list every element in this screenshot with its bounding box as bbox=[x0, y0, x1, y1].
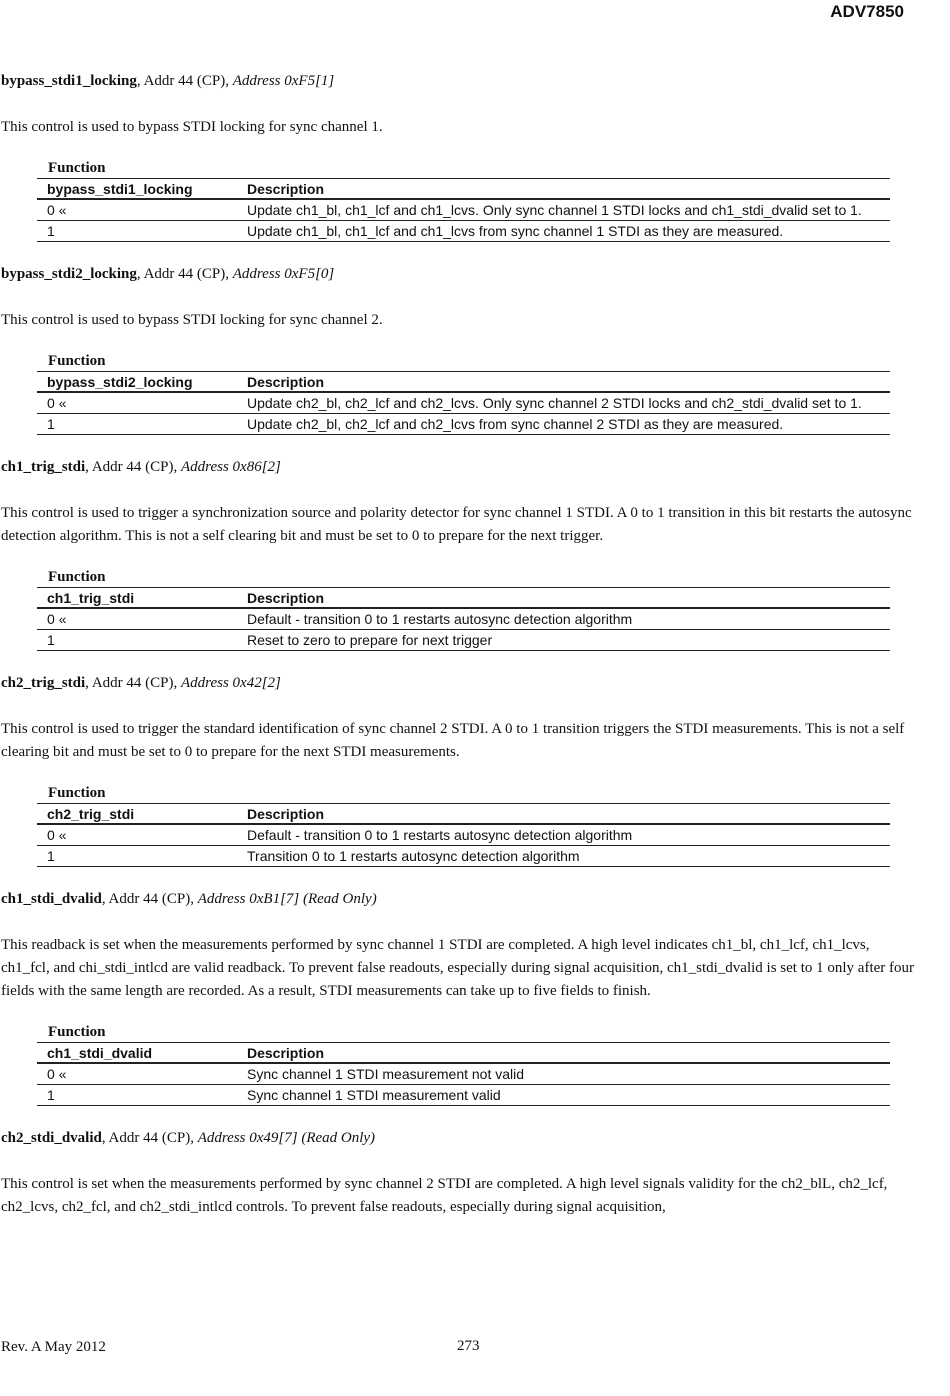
table-header-row bbox=[37, 588, 890, 609]
register-address: Address 0xF5[0] bbox=[232, 266, 335, 282]
footer-revision: Rev. A May 2012 bbox=[1, 1339, 106, 1355]
register-description: This control is used to bypass STDI locking for sync channel 1. bbox=[1, 119, 383, 135]
register-section bbox=[0, 457, 916, 651]
register-name: ch2_trig_stdi bbox=[1, 675, 86, 691]
table-row bbox=[37, 608, 890, 630]
register-address: Address 0x86[2] bbox=[181, 459, 281, 475]
register-description: This control is set when the measurements performed by sync channel 2 STDI are completed. A high level signals validity for the ch2_blL, ch2_lcf, ch2_lcvs, ch2_fcl, and ch2_stdi_intlcd controls. To prevent false readouts, especially during signal acquisition, bbox=[1, 1176, 888, 1215]
row-value: 1 bbox=[37, 846, 237, 867]
function-table bbox=[37, 1042, 890, 1106]
row-description: Reset to zero to prepare for next trigger bbox=[237, 630, 890, 651]
function-table bbox=[37, 587, 890, 651]
description-column-header: Description bbox=[237, 372, 890, 393]
register-title bbox=[1, 1128, 916, 1148]
register-address: Address 0x42[2] bbox=[181, 675, 281, 691]
value-column-header: ch2_trig_stdi bbox=[37, 804, 237, 825]
register-address: Address 0xF5[1] bbox=[232, 73, 335, 89]
description-column-header: Description bbox=[237, 179, 890, 200]
row-value: 1 bbox=[37, 414, 237, 435]
description-column-header: Description bbox=[237, 588, 890, 609]
function-table bbox=[37, 803, 890, 867]
register-addr: , Addr 44 (CP), bbox=[101, 1130, 198, 1146]
table-row bbox=[37, 392, 890, 414]
row-description: Update ch1_bl, ch1_lcf and ch1_lcvs. Only sync channel 1 STDI locks and ch1_stdi_dvalid set to 1. bbox=[237, 199, 890, 221]
function-label: Function bbox=[48, 569, 106, 585]
description-column-header: Description bbox=[237, 1043, 890, 1064]
register-addr: , Addr 44 (CP), bbox=[85, 675, 182, 691]
value-column-header: ch1_trig_stdi bbox=[37, 588, 237, 609]
table-row bbox=[37, 1063, 890, 1085]
register-name: ch2_stdi_dvalid bbox=[1, 1130, 102, 1146]
register-title bbox=[1, 673, 916, 693]
table-row bbox=[37, 414, 890, 435]
table-row bbox=[37, 199, 890, 221]
register-description: This control is used to trigger the standard identification of sync channel 2 STDI. A 0 to 1 transition triggers the STDI measurements. This is not a self clearing bit and must be set to 0 to prepare for the next STDI measurements. bbox=[1, 721, 905, 760]
row-value: 1 bbox=[37, 630, 237, 651]
table-row bbox=[37, 1085, 890, 1106]
value-column-header: bypass_stdi1_locking bbox=[37, 179, 237, 200]
table-header-row bbox=[37, 372, 890, 393]
register-title bbox=[1, 264, 916, 284]
register-addr: , Addr 44 (CP), bbox=[136, 266, 233, 282]
table-row bbox=[37, 630, 890, 651]
register-description: This control is used to trigger a synchronization source and polarity detector for sync channel 1 STDI. A 0 to 1 transition in this bit restarts the autosync detection algorithm. This is not a self clearing bit and must be set to 0 to prepare for the next trigger. bbox=[1, 505, 912, 544]
row-description: Transition 0 to 1 restarts autosync detection algorithm bbox=[237, 846, 890, 867]
register-name: bypass_stdi2_locking bbox=[1, 266, 137, 282]
register-title bbox=[1, 457, 916, 477]
function-label: Function bbox=[48, 353, 106, 369]
row-description: Default - transition 0 to 1 restarts autosync detection algorithm bbox=[237, 824, 890, 846]
value-column-header: ch1_stdi_dvalid bbox=[37, 1043, 237, 1064]
register-address: Address 0x49[7] (Read Only) bbox=[197, 1130, 376, 1146]
table-row bbox=[37, 824, 890, 846]
register-addr: , Addr 44 (CP), bbox=[101, 891, 198, 907]
row-description: Sync channel 1 STDI measurement valid bbox=[237, 1085, 890, 1106]
register-section bbox=[0, 264, 916, 435]
function-table bbox=[37, 178, 890, 242]
table-header-row bbox=[37, 1043, 890, 1064]
row-description: Default - transition 0 to 1 restarts autosync detection algorithm bbox=[237, 608, 890, 630]
register-section bbox=[0, 889, 916, 1106]
table-row bbox=[37, 846, 890, 867]
row-description: Update ch1_bl, ch1_lcf and ch1_lcvs from sync channel 1 STDI as they are measured. bbox=[237, 221, 890, 242]
register-address: Address 0xB1[7] (Read Only) bbox=[197, 891, 377, 907]
row-value: 0 « bbox=[37, 608, 237, 630]
row-value: 1 bbox=[37, 1085, 237, 1106]
register-section bbox=[0, 1128, 916, 1219]
row-description: Update ch2_bl, ch2_lcf and ch2_lcvs from sync channel 2 STDI as they are measured. bbox=[237, 414, 890, 435]
function-table bbox=[37, 371, 890, 435]
register-name: ch1_stdi_dvalid bbox=[1, 891, 102, 907]
function-label: Function bbox=[48, 160, 106, 176]
row-description: Update ch2_bl, ch2_lcf and ch2_lcvs. Only sync channel 2 STDI locks and ch2_stdi_dvalid set to 1. bbox=[237, 392, 890, 414]
function-label: Function bbox=[48, 1024, 106, 1040]
row-value: 1 bbox=[37, 221, 237, 242]
row-value: 0 « bbox=[37, 1063, 237, 1085]
table-row bbox=[37, 221, 890, 242]
table-header-row bbox=[37, 179, 890, 200]
register-description: This readback is set when the measurements performed by sync channel 1 STDI are completed. A high level indicates ch1_bl, ch1_lcf, ch1_lcvs, ch1_fcl, and chi_stdi_intlcd are valid readback. To prevent false readouts, especially during signal acquisition, ch1_stdi_dvalid is set to 1 only after four fields with the same length are recorded. As a result, STDI measurements can take up to five fields to finish. bbox=[1, 937, 915, 999]
function-label: Function bbox=[48, 785, 106, 801]
row-value: 0 « bbox=[37, 392, 237, 414]
register-name: ch1_trig_stdi bbox=[1, 459, 86, 475]
row-description: Sync channel 1 STDI measurement not valid bbox=[237, 1063, 890, 1085]
table-header-row bbox=[37, 804, 890, 825]
register-section bbox=[0, 673, 916, 867]
description-column-header: Description bbox=[237, 804, 890, 825]
page-content bbox=[0, 71, 916, 1241]
page-header-part-number: ADV7850 bbox=[830, 2, 904, 21]
footer-page-number: 273 bbox=[457, 1338, 480, 1354]
row-value: 0 « bbox=[37, 824, 237, 846]
register-description: This control is used to bypass STDI locking for sync channel 2. bbox=[1, 312, 383, 328]
register-name: bypass_stdi1_locking bbox=[1, 73, 137, 89]
register-section bbox=[0, 71, 916, 242]
register-title bbox=[1, 889, 916, 909]
row-value: 0 « bbox=[37, 199, 237, 221]
register-addr: , Addr 44 (CP), bbox=[85, 459, 182, 475]
register-addr: , Addr 44 (CP), bbox=[136, 73, 233, 89]
register-title bbox=[1, 71, 916, 91]
value-column-header: bypass_stdi2_locking bbox=[37, 372, 237, 393]
